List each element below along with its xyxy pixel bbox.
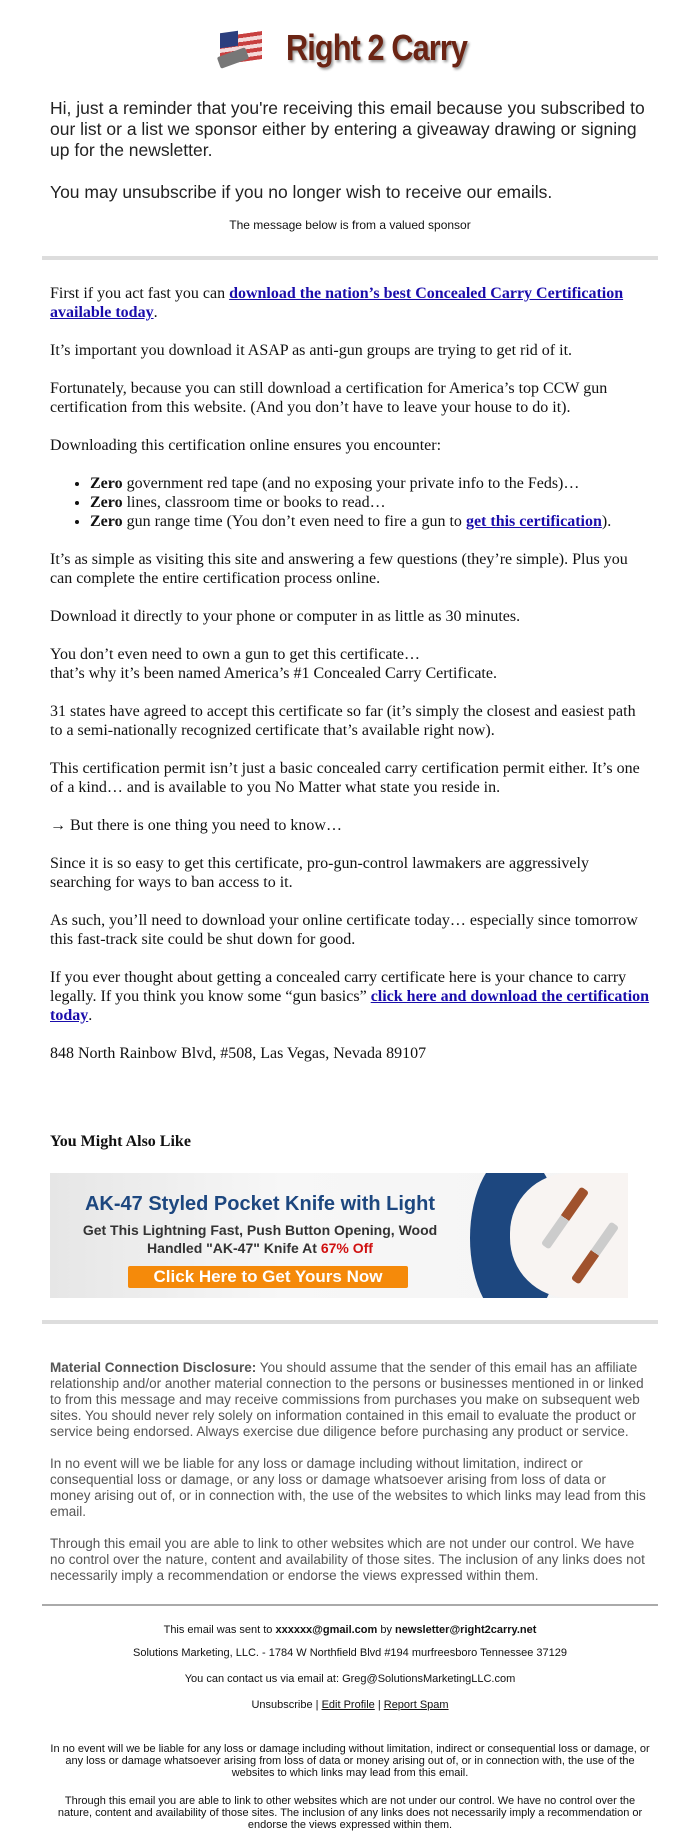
sent-info (50, 1624, 650, 1636)
disclosure (50, 1360, 650, 1584)
benefits-list (50, 474, 650, 531)
reminder-text: Hi, just a reminder that you're receiving this email because you subscribed to our list or a list we sponsor either by entering a giveaway drawing or signing up for the newsletter. (50, 98, 645, 160)
contact-info: You can contact us via email at: Greg@SolutionsMarketingLLC.com (184, 1673, 516, 1685)
promo-title: AK-47 Styled Pocket Knife with Light (84, 1193, 436, 1215)
divider (42, 1604, 658, 1606)
paragraph: Fortunately, because you can still download a certification for America’s top CCW gun certification from this website. (And you don’t have to leave your house to do it). (50, 380, 608, 416)
text: . (88, 1007, 93, 1024)
sponsor-note: The message below is from a valued sponsor (229, 218, 471, 232)
bold-text: Zero (90, 494, 123, 511)
recipient-email: xxxxxx@gmail.com (275, 1624, 378, 1636)
discount: 67% Off (320, 1240, 373, 1256)
text: If you ever thought about getting a concealed carry certificate here is your chance to carry legally. If you think you know some “gun basics” (50, 969, 627, 1005)
text: lines, classroom time or books to read… (122, 494, 386, 511)
footer-links-disclaimer: Through this email you are able to link to other websites which are not under our control. We have no control over the nature, content and availability of those sites. The inclusion of any links does not necessarily imply a recommendation or endorse the views expressed within them. (57, 1795, 643, 1831)
paragraph: As such, you’ll need to download your online certificate today… especially since tomorrow this fast-track site could be shut down for good. (50, 912, 638, 948)
text: . (153, 304, 158, 321)
unsubscribe-link[interactable]: Unsubscribe (251, 1699, 313, 1711)
unsubscribe-note: You may unsubscribe if you no longer wish to receive our emails. (50, 182, 553, 202)
divider (42, 1320, 658, 1324)
bold-text: Zero (90, 513, 123, 530)
text: This email was sent to (163, 1624, 276, 1636)
text: You don’t even need to own a gun to get this certificate… (50, 646, 420, 663)
text: Handled "AK-47" Knife At (147, 1240, 321, 1256)
paragraph: 31 states have agreed to accept this certificate so far (it’s simply the closest and easiest path to a semi-nationally recognized certificate that’s available right now). (50, 703, 636, 739)
list-item (90, 474, 650, 493)
logo (50, 8, 650, 88)
paragraph (50, 1360, 650, 1440)
get-certification-link[interactable]: get this certification (465, 513, 602, 530)
download-certification-link[interactable]: download the nation’s best Concealed Carry Certification available today (50, 285, 624, 321)
text: government red tape (and no exposing your private info to the Feds)… (122, 475, 580, 492)
paragraph: Since it is so easy to get this certificate, pro-gun-control lawmakers are aggressively searching for ways to ban access to it. (50, 855, 589, 891)
paragraph (50, 645, 650, 683)
paragraph: Through this email you are able to link to other websites which are not under our control. We have no control over the nature, content and availability of those sites. The inclusion of any links does not necessarily imply a recommendation or endorse the views expressed within them. (50, 1536, 645, 1583)
list-item (90, 512, 650, 531)
paragraph: This certification permit isn’t just a basic concealed carry certification permit either. It’s one of a kind… and is available to you No Matter what state you reside in. (50, 760, 640, 796)
promo-cta-button[interactable]: Click Here to Get Yours Now (128, 1266, 408, 1288)
bold-text: Zero (90, 475, 123, 492)
paragraph: → But there is one thing you need to know… (50, 817, 342, 834)
paragraph: It’s as simple as visiting this site and answering a few questions (they’re simple). Plus you can complete the entire certification process online. (50, 551, 628, 587)
paragraph: Downloading this certification online ensures you encounter: (50, 437, 442, 454)
text: by (377, 1624, 396, 1636)
brand-name: Right 2 Carry (286, 27, 468, 68)
promo-heading: You Might Also Like (50, 1133, 191, 1150)
sponsor-address: 848 North Rainbow Blvd, #508, Las Vegas, Nevada 89107 (50, 1045, 427, 1062)
text: You should assume that the sender of this email has an affiliate relationship and/or another material connection to the persons or businesses mentioned in or linked to from this message and may receive commissions from purchases you make on subsequent web sites. You should never rely solely on information contained in this email to evaluate the product or service being endorsed. Always exercise due diligence before purchasing any product or service. (50, 1360, 644, 1439)
promo-subtitle (50, 1221, 470, 1257)
message-body (50, 284, 650, 1063)
footer-links (50, 1699, 650, 1711)
text: Get This Lightning Fast, Push Button Opening, Wood (82, 1222, 438, 1238)
paragraph: It’s important you download it ASAP as anti-gun groups are trying to get rid of it. (50, 342, 573, 359)
knife-promo-banner[interactable] (50, 1173, 628, 1298)
intro (50, 98, 650, 203)
paragraph (50, 284, 650, 322)
paragraph: In no event will we be liable for any loss or damage including without limitation, indirect or consequential loss or damage, or any loss or damage whatsoever arising from loss of data or money arising out of, or in connection with, the use of the websites to which links may lead from this email. (50, 1456, 646, 1519)
download-today-link[interactable]: click here and download the certification today (50, 988, 650, 1024)
edit-profile-link[interactable]: Edit Profile (321, 1699, 375, 1711)
disclosure-label: Material Connection Disclosure: (50, 1360, 257, 1375)
report-spam-link[interactable]: Report Spam (383, 1699, 449, 1711)
text: ). (601, 513, 612, 530)
company-address: Solutions Marketing, LLC. - 1784 W Northfield Blvd #194 murfreesboro Tennessee 37129 (133, 1647, 567, 1659)
text: First if you act fast you can (50, 285, 230, 302)
divider (42, 256, 658, 260)
footer (50, 1624, 650, 1831)
email (50, 8, 650, 1831)
text: gun range time (You don’t even need to fire a gun to (122, 513, 466, 530)
list-item (90, 493, 650, 512)
text: that’s why it’s been named America’s #1 Concealed Carry Certificate. (50, 665, 497, 682)
separator: | (374, 1699, 384, 1711)
footer-liability: In no event will we be liable for any loss or damage including without limitation, indirect or consequential loss or damage, or any loss or damage whatsoever arising from loss of data or money arising out of, or in connection with, the use of the websites to which links may lead from this email. (50, 1743, 650, 1779)
separator: | (312, 1699, 322, 1711)
paragraph: Download it directly to your phone or computer in as little as 30 minutes. (50, 608, 521, 625)
sender-email: newsletter@right2carry.net (395, 1624, 537, 1636)
paragraph (50, 968, 650, 1025)
flag-gun-icon (216, 28, 264, 68)
